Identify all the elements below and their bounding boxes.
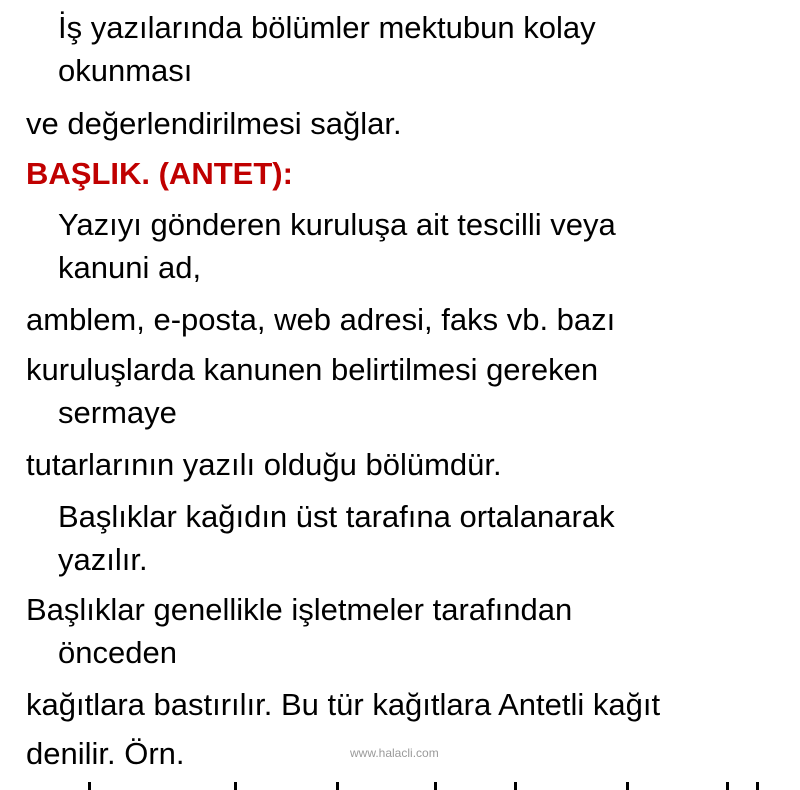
text-line: kuruluşlarda kanunen belirtilmesi gereken <box>26 352 599 387</box>
paragraph-letterhead <box>26 683 796 726</box>
text-line: yazılır. <box>58 542 148 577</box>
text-line: kağıtlara bastırılır. Bu tür kağıtlara Antetli kağıt <box>26 687 661 722</box>
text-line: Başlıklar kağıdın üst tarafına ortalanarak <box>58 499 615 534</box>
text-line: tutarlarının yazılı olduğu bölümdür. <box>26 447 502 482</box>
text-line: sermaye <box>58 395 177 430</box>
text-line: ve değerlendirilmesi sağlar. <box>26 106 402 141</box>
text-line: okunması <box>58 53 193 88</box>
paragraph-amounts <box>26 443 796 486</box>
paragraph-evaluation <box>26 102 796 145</box>
paragraph-sections-intro <box>26 6 796 92</box>
text-line: kanuni ad, <box>58 250 202 285</box>
paragraph-preprinted <box>26 588 796 674</box>
paragraph-capital <box>26 348 796 434</box>
watermark: www.halacli.com <box>350 746 439 760</box>
text-line: denilir. Örn. <box>26 736 185 771</box>
text-line: Yazıyı gönderen kuruluşa ait tescilli veya <box>58 207 616 242</box>
paragraph-emblem <box>26 298 796 341</box>
text-line: Başlıklar genellikle işletmeler tarafından <box>26 592 573 627</box>
text-line: amblem, e-posta, web adresi, faks vb. bazı <box>26 302 616 337</box>
cut-off-text-fragment <box>26 782 786 790</box>
paragraph-centered <box>26 495 796 581</box>
heading-baslik-antet <box>26 152 796 195</box>
text-line: önceden <box>58 635 177 670</box>
text-line: İş yazılarında bölümler mektubun kolay <box>58 10 596 45</box>
heading-text: BAŞLIK. (ANTET): <box>26 156 293 191</box>
paragraph-sender-name <box>26 203 796 289</box>
